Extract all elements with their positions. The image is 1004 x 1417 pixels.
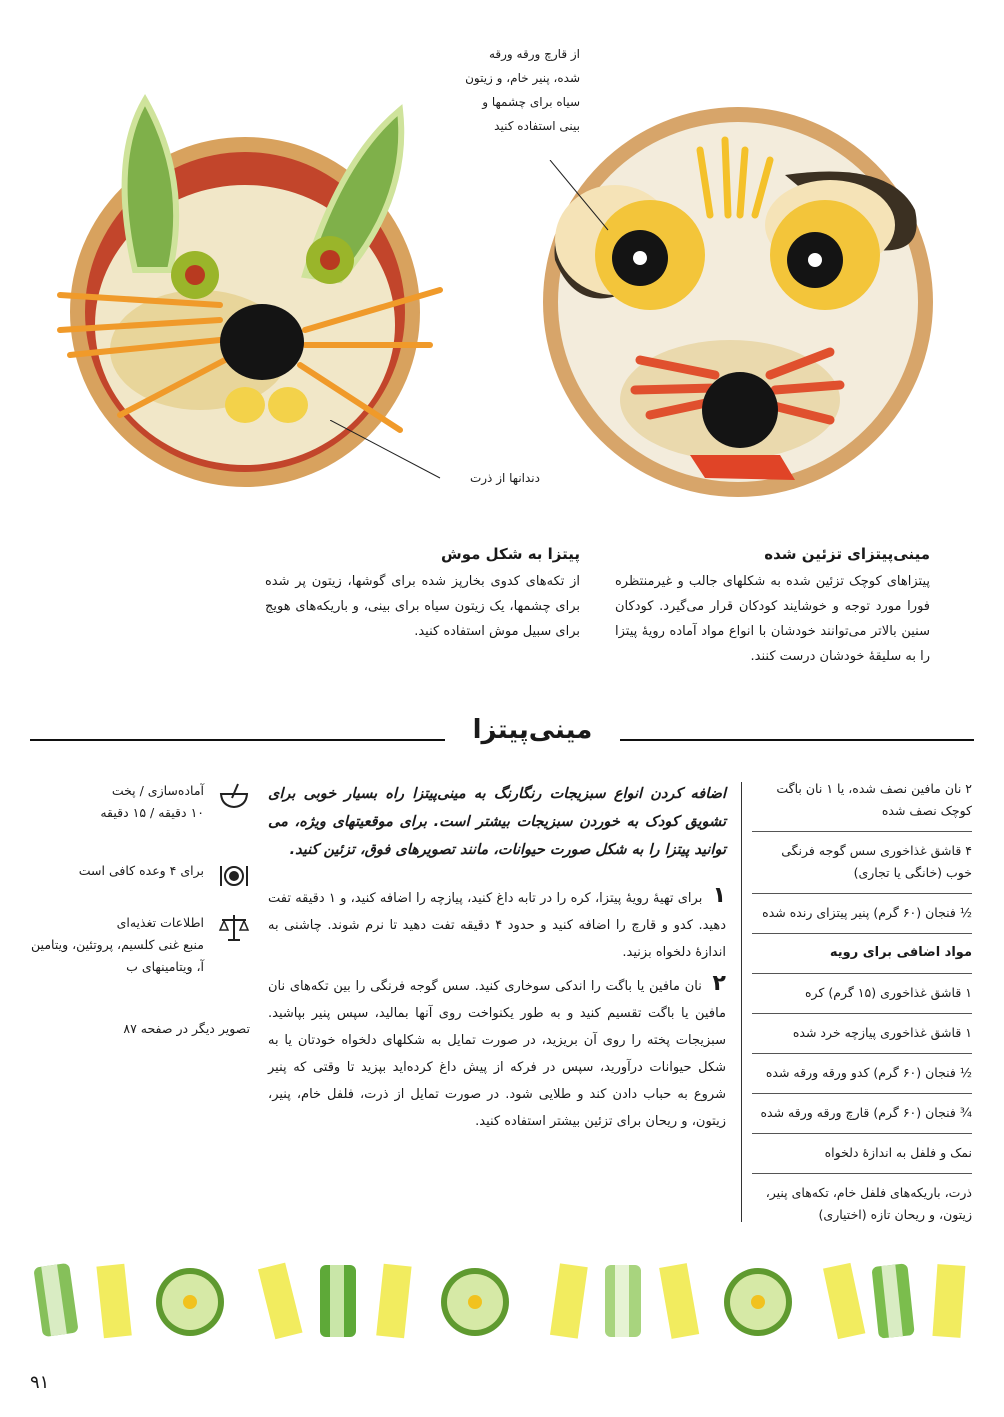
ingredient-item: ½ فنجان (۶۰ گرم) کدو ورقه ورقه شده — [752, 1054, 972, 1094]
leek-slice — [605, 1265, 641, 1337]
serves-info: برای ۴ وعده کافی است — [30, 860, 250, 882]
decorated-caption-body: پیتزاهای کوچک تزئین شده به شکلهای جالب و غیرمنتظره فورا مورد توجه و خوشایند کودکان قرار می‌گیرد. کودکان سنین بالاتر می‌توانند خودشان با انواع مواد آماده رویهٔ پیتزا را به سلیقهٔ خودشان درست کنند. — [615, 574, 930, 664]
ingredient-item: ۱ قاشق غذاخوری پیازچه خرد شده — [752, 1014, 972, 1054]
mouse-caption-body: از تکه‌های کدوی بخارپز شده برای گوشها، زیتون پر شده برای چشمها، یک زیتون سیاه برای بینی، و باریکه‌های هویج برای سبیل موش استفاده کنید. — [265, 574, 580, 639]
bowl-icon — [218, 780, 250, 812]
pepper-strip — [659, 1263, 699, 1339]
teeth-annotation: دندانها از ذرت — [469, 471, 540, 485]
cucumber-slice — [724, 1268, 792, 1336]
recipe-intro: اضافه کردن انواع سبزیجات رنگارنگ به مینی‌پیتزا راه بسیار خوبی برای تشویق کودک به خوردن سبزیجات بیشتر است. برای موقعیتهای ویژه، می توانید پیتزا را به شکل صورت حیوانات، مانند تصویرهای فوق، تزئین کنید. — [268, 786, 726, 858]
ingredient-item: ۲ نان مافین نصف شده، یا ۱ نان باگت کوچک نصف شده — [752, 770, 972, 832]
annotation-leader-line — [540, 160, 620, 240]
decorated-pizza-photo — [530, 90, 950, 510]
decorated-caption — [615, 545, 930, 669]
ingredient-item: نمک و فلفل به اندازهٔ دلخواه — [752, 1134, 972, 1174]
pepper-strip — [823, 1263, 865, 1339]
see-also: تصویر دیگر در صفحه ۸۷ — [123, 1021, 250, 1036]
ingredients-list — [752, 770, 972, 1235]
pepper-strip — [258, 1263, 303, 1340]
recipe-step — [268, 882, 726, 966]
leek-slice — [33, 1263, 78, 1337]
mouse-caption — [265, 545, 580, 644]
step-number: ۱ — [712, 883, 726, 908]
cucumber-slice — [441, 1268, 509, 1336]
ingredient-item: ذرت، باریکه‌های فلفل خام، تکه‌های پنیر، زیتون، و ریحان تازه (اختیاری) — [765, 1185, 972, 1222]
title-rule-left — [30, 739, 445, 741]
leek-slice — [320, 1265, 356, 1337]
mouse-caption-title: پیتزا به شکل موش — [441, 545, 580, 563]
ingredient-item: ۴ قاشق غذاخوری سس گوجه فرنگی خوب (خانگی یا تجاری) — [752, 832, 972, 894]
ingredients-header: مواد اضافی برای رویه — [752, 934, 972, 974]
page-number: ۹۱ — [30, 1372, 50, 1393]
step-number: ۲ — [712, 971, 726, 996]
title-row — [30, 715, 974, 755]
title-rule-right — [620, 739, 974, 741]
recipe-step — [268, 970, 726, 1135]
plate-cutlery-icon — [218, 860, 250, 892]
prep-info: آماده‌سازی / پخت ۱۰ دقیقه / ۱۵ دقیقه — [30, 780, 250, 824]
step-text: نان مافین یا باگت را اندکی سوخاری کنید. سس گوجه فرنگی را بین تکه‌های نان مافین یا باگت تقسیم کنید و به طور یکنواخت روی آنها بمالید، سپس پنیر بپاشید. سبزیجات پخته را روی آن بریزید، در صورت تمایل به شکلهای دلخواه خودتان یا به شکل حیوانات درآورید، سپس در فرکه از پیش داغ کرده‌اید بپزید تا وقتی که پنیر شروع به حباب دادن کند و طلایی شود. در صورت تمایل از ذرت، فلفل خام، پنیر، زیتون، و ریحان برای تزئین بیشتر استفاده کنید. — [268, 979, 726, 1129]
pepper-strip — [376, 1264, 411, 1339]
scales-icon — [218, 912, 250, 944]
recipe-body — [268, 780, 726, 1139]
nutrition-info: اطلاعات تغذیه‌ای منبع غنی کلسیم، پروتئین، ویتامین آ، ویتامینهای ب — [30, 912, 250, 978]
pepper-strip — [550, 1263, 588, 1338]
column-divider — [741, 782, 742, 1222]
step-text: برای تهیهٔ رویهٔ پیتزا، کره را در تابه داغ کنید، پیازچه را اضافه کنید، و ۱ دقیقه تفت دهید. کدو و قارچ را اضافه کنید و حدود ۴ دقیقه تفت دهید تا نرم شوند. چاشنی به اندازهٔ دلخواه بزنید. — [268, 891, 726, 960]
decorated-caption-title: مینی‌پیتزای تزئین شده — [764, 545, 930, 563]
leek-slice — [871, 1263, 914, 1338]
page-title: مینی‌پیتزا — [472, 715, 593, 745]
ingredient-item: ۱ قاشق غذاخوری (۱۵ گرم) کره — [752, 974, 972, 1014]
ingredient-item: ½ فنجان (۶۰ گرم) پنیر پیتزای رنده شده — [752, 894, 972, 934]
pepper-strip — [932, 1264, 965, 1338]
cucumber-slice — [156, 1268, 224, 1336]
pepper-strip — [96, 1264, 131, 1339]
mushroom-annotation: از قارچ ورقه ورقه شده، پنیر خام، و زیتون سیاه برای چشمها و بینی استفاده کنید — [465, 47, 580, 133]
vegetable-strip — [30, 1260, 974, 1345]
ingredient-item: ¾ فنجان (۶۰ گرم) قارچ ورقه ورقه شده — [752, 1094, 972, 1134]
